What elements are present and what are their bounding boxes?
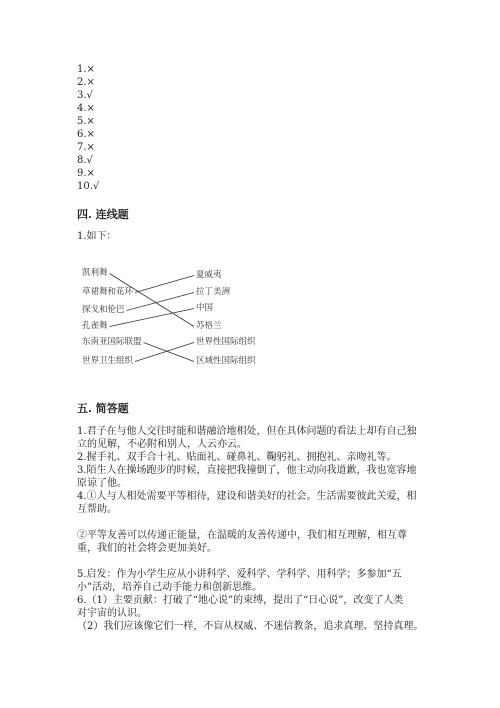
answer-line: 4.①人与人相处需要平等相待，建设和谐美好的社会。生活需要彼此关爱，相 [77,491,417,502]
judgement-item: 7.× [77,142,95,153]
answer-line: 2.握手礼、双手合十礼、贴面礼、碰鼻礼、鞠躬礼、拥抱礼、亲吻礼等。 [77,452,397,463]
match-left-item: 探戈和伦巴 [82,305,125,315]
match-right-item: 世界性国际组织 [196,337,256,347]
match-left-item: 凯利舞 [82,268,108,278]
judgement-item: 4.× [77,103,95,114]
judgement-item: 10.√ [77,181,100,192]
connection-line [110,274,194,327]
answer-line: 3.陌生人在操场跑步的时候，直接把我撞倒了，他主动向我道歉，我也宽容地 [77,465,417,476]
match-left-item: 东南亚国际联盟 [82,337,142,347]
answer-line: 1.君子在与他人交往时能和谐融洽地相处，但在具体问题的看法上却有自己独 [77,426,417,437]
answer-line: 立的见解，不必附和别人，人云亦云。 [77,439,247,450]
connection-line [110,309,194,327]
answer-line: 6.（1）主要贡献：打破了“地心说”的束缚，提出了“日心说”，改变了人类 [77,595,404,606]
judgement-item: 3.√ [77,90,93,101]
match-right-item: 夏威夷 [196,270,222,280]
answer-line: ②平等友善可以传递正能量，在温暖的友善传递中，我们相互理解，相互尊 [77,530,407,541]
answer-line: 对宇宙的认识。 [77,608,147,619]
judgement-item: 8.√ [77,155,93,166]
judgement-item: 9.× [77,168,95,179]
section-4-intro: 1.如下： [77,231,117,242]
match-left-item: 世界卫生组织 [82,356,134,366]
judgement-item: 2.× [77,77,95,88]
answer-line: 原谅了他。 [77,478,127,489]
match-left-item: 孔雀舞 [82,321,108,331]
answer-line: 小”活动，培养自己动手能力和创新思维。 [77,582,263,593]
match-right-item: 拉丁美洲 [196,287,231,297]
match-right-item: 苏格兰 [196,321,222,331]
judgement-item: 6.× [77,129,95,140]
match-right-item: 中国 [196,303,214,313]
section-4-title: 四. 连线题 [77,208,129,221]
judgement-item: 5.× [77,116,95,127]
match-right-item: 区域性国际组织 [196,356,256,366]
connection-line [135,276,194,293]
section-5-title: 五. 简答题 [77,402,129,415]
connection-line [135,343,194,362]
answer-line: 互帮助。 [77,504,117,515]
answer-line: 重，我们的社会将会更加美好。 [77,543,217,554]
answer-line: 5.启发：作为小学生应从小讲科学、爱科学、学科学、用科学；多参加“五 [77,569,402,580]
answer-line: （2）我们应该像它们一样，不盲从权威、不迷信教条，追求真理、坚持真理。 [77,621,424,632]
match-left-item: 草裙舞和花环 [82,287,134,297]
connection-line [127,293,194,311]
judgement-item: 1.× [77,64,95,75]
